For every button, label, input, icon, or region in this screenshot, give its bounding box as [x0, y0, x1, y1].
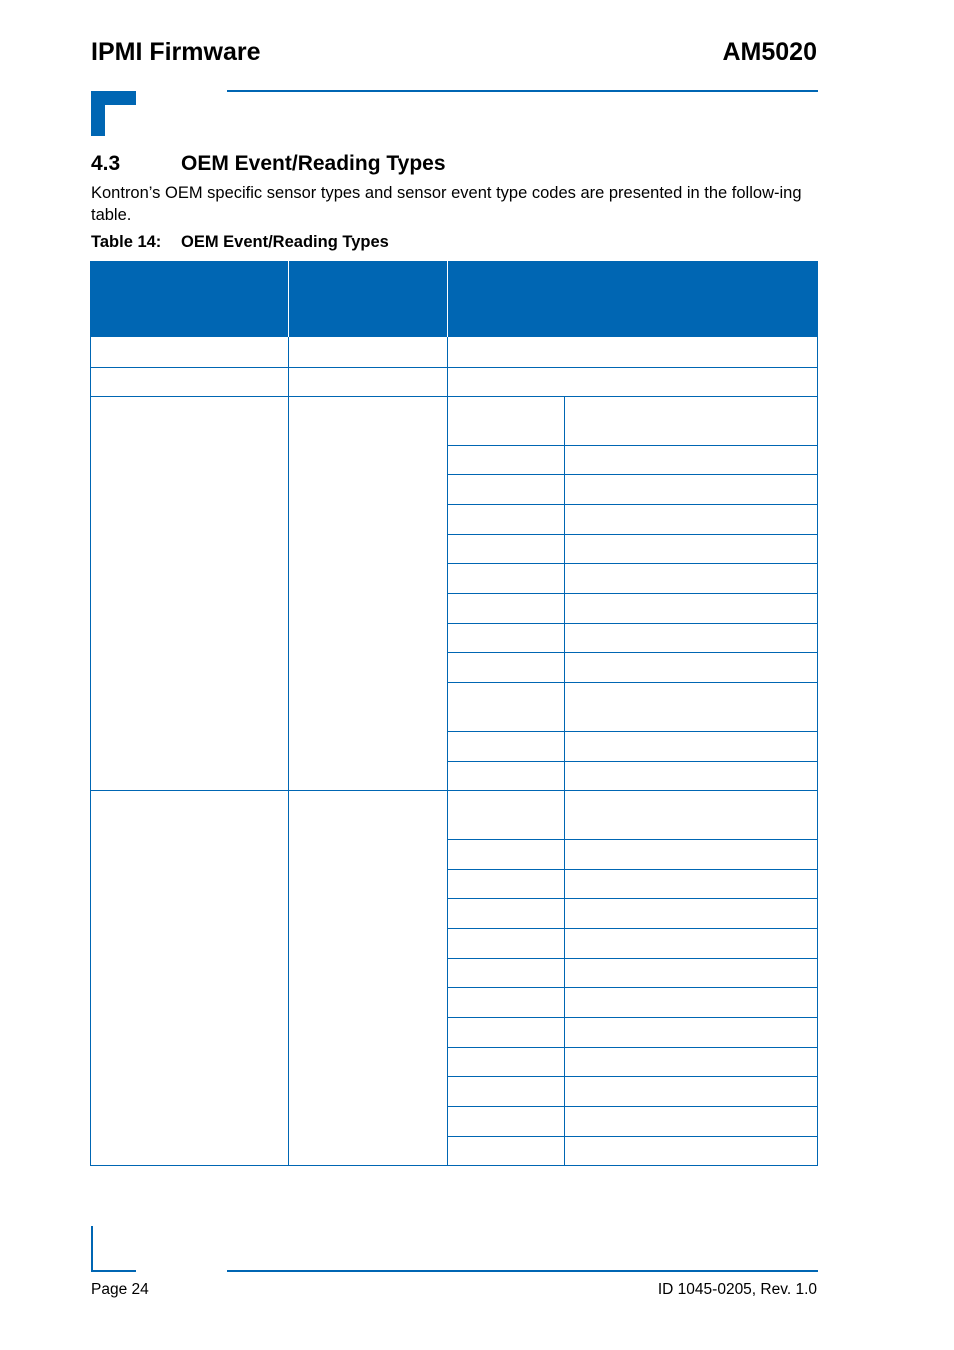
header-divider [288, 261, 289, 337]
row-divider [90, 396, 818, 397]
offset-row-divider [448, 898, 817, 899]
offset-row-divider [448, 474, 817, 475]
offset-row-divider [448, 958, 817, 959]
table-caption-label: Table 14: [91, 233, 162, 251]
table-caption-title: OEM Event/Reading Types [181, 233, 389, 251]
table-border-bottom [90, 1165, 818, 1166]
offset-row-divider [448, 563, 817, 564]
column-divider [447, 337, 448, 1166]
offset-row-divider [448, 1106, 817, 1107]
footer-page-number: Page 24 [91, 1281, 149, 1298]
section-intro: Kontron’s OEM specific sensor types and sensor event type codes are presented in the follow-ing table. [91, 184, 802, 224]
table-border-left [90, 337, 91, 1166]
offset-column-divider [564, 791, 565, 1166]
page-header-product: AM5020 [722, 38, 817, 66]
section-heading [91, 152, 446, 176]
offset-row-divider [448, 839, 817, 840]
column-divider [288, 337, 289, 1166]
offset-row-divider [448, 1017, 817, 1018]
oem-event-table [90, 261, 818, 1166]
page-header-title: IPMI Firmware [91, 38, 261, 66]
offset-row-divider [448, 731, 817, 732]
header-rule [227, 90, 818, 92]
offset-row-divider [448, 987, 817, 988]
offset-row-divider [448, 1076, 817, 1077]
table-border-right [817, 337, 818, 1166]
footer-rule [227, 1270, 818, 1272]
section-number: 4.3 [91, 152, 121, 175]
table-row [90, 337, 818, 367]
offset-row-divider [448, 445, 817, 446]
offset-row-divider [448, 652, 817, 653]
row-divider [90, 790, 818, 791]
offset-row-divider [448, 504, 817, 505]
offset-row-divider [448, 761, 817, 762]
offset-row-divider [448, 1047, 817, 1048]
offset-row-divider [448, 869, 817, 870]
table-caption [91, 233, 389, 252]
offset-row-divider [448, 623, 817, 624]
offset-row-divider [448, 593, 817, 594]
offset-row-divider [448, 928, 817, 929]
section-title: OEM Event/Reading Types [181, 152, 446, 175]
header-divider [447, 261, 448, 337]
table-row [90, 368, 818, 396]
offset-row-divider [448, 682, 817, 683]
footer-doc-id: ID 1045-0205, Rev. 1.0 [657, 1281, 817, 1298]
offset-row-divider [448, 1136, 817, 1137]
table-header-row [90, 261, 818, 337]
offset-row-divider [448, 534, 817, 535]
